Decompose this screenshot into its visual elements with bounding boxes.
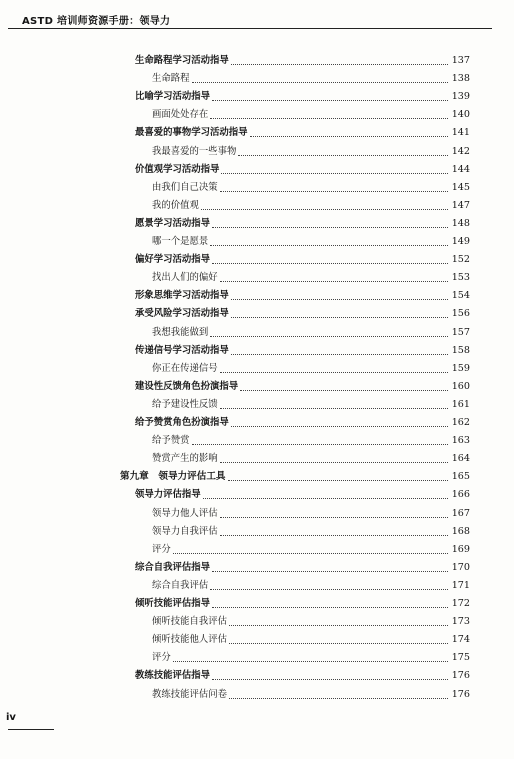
toc-entry-title: 比喻学习活动指导 [135,91,211,103]
dot-leader [220,191,448,192]
dot-leader [220,517,448,518]
toc-entry [152,520,470,538]
toc-entry-title: 画面处处存在 [152,109,209,121]
toc-entry-page: 173 [451,616,470,628]
page-number: iv [6,712,16,723]
toc-entry-title: 承受风险学习活动指导 [135,308,229,320]
toc-entry-title: 你正在传递信号 [152,362,218,374]
toc-entry [135,483,470,501]
dot-leader [212,263,448,264]
toc-entry-title: 给予赞赏角色扮演指导 [135,417,229,428]
dot-leader [192,444,448,445]
toc-entry [135,212,470,230]
toc-entry [135,411,470,429]
toc-entry-page: 162 [451,417,470,428]
dot-leader [220,535,448,536]
toc-entry-title: 传递信号学习活动指导 [135,344,229,356]
dot-leader [231,317,448,318]
toc-entry-page: 142 [451,145,470,157]
toc-entry-title: 愿景学习活动指导 [135,217,211,229]
toc-entry-title: 赞赏产生的影响 [152,453,218,465]
toc-entry [135,664,470,682]
toc-entry-title: 综合自我评估 [152,579,209,591]
toc-entry [152,357,470,375]
toc-entry-title: 领导力评估指导 [135,489,201,501]
toc-entry-page: 176 [451,670,470,682]
toc-entry-title: 评分 [152,543,171,555]
toc-entry [152,683,470,701]
toc-entry [152,610,470,628]
dot-leader [231,299,448,300]
toc-entry-page: 141 [451,127,470,139]
dot-leader [231,64,448,65]
toc-entry-title: 给予赞赏 [152,435,190,447]
toc-entry-title: 价值观学习活动指导 [135,163,220,175]
toc-entry [135,121,470,139]
dot-leader [220,281,448,282]
toc-entry-page: 167 [451,507,470,519]
toc-entry-page: 152 [451,254,470,266]
toc-entry-title: 偏好学习活动指导 [135,254,211,266]
dot-leader [220,408,448,409]
dot-leader [210,118,448,119]
toc-entry-title: 生命路程 [152,73,190,85]
dot-leader [192,82,448,83]
toc-entry [152,266,470,284]
toc-entry-page: 139 [451,91,470,103]
toc-entry [135,556,470,574]
toc-entry [152,194,470,212]
toc-entry-page: 137 [451,55,470,66]
dot-leader [220,462,448,463]
toc-entry [135,592,470,610]
dot-leader [231,354,448,355]
toc-entry-page: 169 [451,543,470,555]
toc-entry [152,628,470,646]
toc-entry-page: 166 [451,489,470,501]
toc-entry [135,158,470,176]
toc-entry-title: 给予建设性反馈 [152,398,218,410]
dot-leader [231,426,448,427]
toc-entry-title: 综合自我评估指导 [135,561,211,573]
toc-entry [135,375,470,393]
toc-entry-page: 172 [451,598,470,609]
toc-entry [152,574,470,592]
toc-entry [152,393,470,411]
toc-entry-page: 140 [451,109,470,121]
toc-entry [135,248,470,266]
toc-entry-page: 164 [451,453,470,465]
toc-entry-title: 教练技能评估指导 [135,670,211,682]
dot-leader [250,136,448,137]
dot-leader [212,679,448,680]
toc-entry-title: 哪一个是愿景 [152,236,209,247]
toc-entry [152,230,470,248]
toc-entry-title: 评分 [152,652,171,664]
toc-entry-page: 175 [451,652,470,664]
toc-entry-page: 147 [451,199,470,211]
footer-rule [8,729,54,730]
toc-entry [152,429,470,447]
toc-entry-page: 170 [451,561,470,573]
toc-entry-page: 158 [451,344,470,356]
toc-entry [120,465,470,483]
toc-entry [152,67,470,85]
toc-entry-page: 138 [451,73,470,85]
toc-entry [135,49,470,67]
toc-entry-page: 163 [451,435,470,447]
toc-entry [135,284,470,302]
dot-leader [240,390,448,391]
toc-entry-title: 我最喜爱的一些事物 [152,145,237,157]
dot-leader [212,227,448,228]
toc-entry [152,646,470,664]
toc-entry [152,538,470,556]
toc-entry-title: 倾听技能评估指导 [135,598,211,609]
dot-leader [210,589,448,590]
toc-entry-title: 第九章 领导力评估工具 [120,471,226,483]
toc-entry-title: 我想我能做到 [152,326,209,338]
toc-entry-title: 教练技能评估问卷 [152,688,228,700]
running-header: ASTD 培训师资源手册：领导力 [22,16,171,27]
dot-leader [212,571,448,572]
dot-leader [221,173,448,174]
toc-entry-page: 161 [451,398,470,410]
toc-entry-title: 倾听技能自我评估 [152,616,228,628]
toc-entry-title: 倾听技能他人评估 [152,634,228,646]
header-rule [8,28,492,29]
dot-leader [229,625,448,626]
toc-entry [135,339,470,357]
toc-entry-title: 找出人们的偏好 [152,272,218,284]
toc-entry-title: 领导力自我评估 [152,525,218,537]
toc-entry [152,103,470,121]
toc-entry-title: 由我们自己决策 [152,181,218,193]
toc-entry-page: 154 [451,290,470,302]
dot-leader [210,336,448,337]
toc-entry-page: 153 [451,272,470,284]
dot-leader [229,698,448,699]
toc-entry [152,176,470,194]
dot-leader [229,643,448,644]
toc-entry-page: 156 [451,308,470,320]
dot-leader [203,498,448,499]
toc-entry-page: 159 [451,362,470,374]
toc-entry-page: 145 [451,181,470,193]
toc-entry [135,85,470,103]
toc-entry-title: 形象思维学习活动指导 [135,290,229,302]
toc-entry-page: 165 [451,471,470,483]
dot-leader [173,553,448,554]
toc-entry-title: 最喜爱的事物学习活动指导 [135,127,248,139]
toc-entry-page: 144 [451,163,470,175]
toc-entry [152,502,470,520]
dot-leader [212,100,448,101]
dot-leader [220,372,448,373]
toc-entry-page: 174 [451,634,470,646]
toc-entry-title: 我的价值观 [152,199,199,211]
toc-entry-title: 建设性反馈角色扮演指导 [135,380,239,392]
toc-entry-page: 148 [451,217,470,229]
toc-entry-page: 157 [451,326,470,338]
toc-entry-page: 171 [451,579,470,591]
toc-entry-page: 176 [451,688,470,700]
toc-entry-title: 领导力他人评估 [152,507,218,519]
dot-leader [210,245,448,246]
toc-entry [152,447,470,465]
dot-leader [201,209,448,210]
toc-entry [135,302,470,320]
toc-entry-title: 生命路程学习活动指导 [135,55,229,66]
toc-entry [152,321,470,339]
toc-entry-page: 149 [451,236,470,247]
dot-leader [228,480,448,481]
dot-leader [212,607,448,608]
toc-entry-page: 160 [451,380,470,392]
dot-leader [238,155,448,156]
toc-entry [152,140,470,158]
toc-entry-page: 168 [451,525,470,537]
dot-leader [173,661,448,662]
